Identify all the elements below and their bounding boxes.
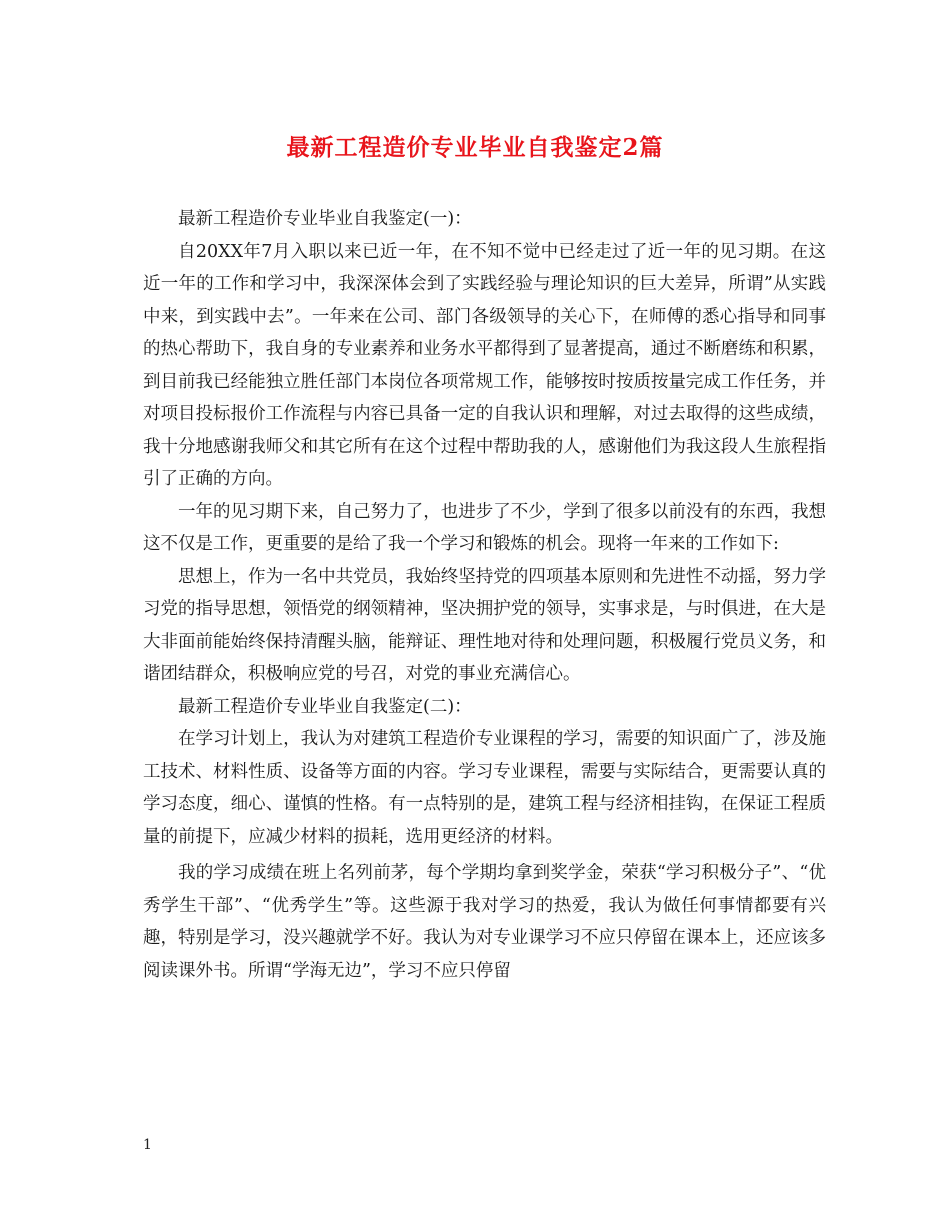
paragraph-grades: 我的学习成绩在班上名列前茅，每个学期均拿到奖学金，荣获“学习积极分子”、“优秀学生干部”、“优秀学生”等。这些源于我对学习的热爱，我认为做任何事情都要有兴趣，特别是学习，没兴趣就学不好。我认为对专业课学习不应只停留在课本上，还应该多阅读课外书。所谓“学海无边”，学习不应只停留 (143, 863, 826, 981)
document-body (143, 203, 826, 987)
paragraph-intro: 自20XX年7月入职以来已近一年，在不知不觉中已经走过了近一年的见习期。在这近一年的工作和学习中，我深深体会到了实践经验与理论知识的巨大差异，所谓”从实践中来，到实践中去”。一年来在公司、部门各级领导的关心下，在师傅的悉心指导和同事的热心帮助下，我自身的专业素养和业务水平都得到了显著提高，通过不断磨练和积累，到目前我已经能独立胜任部门本岗位各项常规工作，能够按时按质按量完成工作任务，并对项目投标报价工作流程与内容已具备一定的自我认识和理解，对过去取得的这些成绩，我十分地感谢我师父和其它所有在这个过程中帮助我的人，感谢他们为我这段人生旅程指引了正确的方向。 (143, 241, 826, 489)
section-heading-2: 最新工程造价专业毕业自我鉴定(二)： (178, 696, 472, 717)
document-title: 最新工程造价专业毕业自我鉴定2篇 (286, 134, 664, 161)
paragraph-internship: 一年的见习期下来，自己努力了，也进步了不少，学到了很多以前没有的东西，我想这不仅是工作，更重要的是给了我一个学习和锻炼的机会。现将一年来的工作如下: (143, 501, 826, 554)
section-heading-1: 最新工程造价专业毕业自我鉴定(一)： (178, 209, 472, 229)
paragraph-ideology: 思想上，作为一名中共党员，我始终坚持党的四项基本原则和先进性不动摇，努力学习党的指导思想，领悟党的纲领精神，坚决拥护党的领导，实事求是，与时俱进，在大是大非面前能始终保持清醒头脑，能辩证、理性地对待和处理问题，积极履行党员义务，和谐团结群众，积极响应党的号召，对党的事业充满信心。 (143, 566, 826, 684)
page-number: 1 (143, 1137, 152, 1153)
paragraph-study-plan: 在学习计划上，我认为对建筑工程造价专业课程的学习，需要的知识面广了，涉及施工技术、材料性质、设备等方面的内容。学习专业课程，需要与实际结合，更需要认真的学习态度，细心、谨慎的性格。有一点特别的是，建筑工程与经济相挂钩，在保证工程质量的前提下，应减少材料的损耗，选用更经济的材料。 (143, 729, 826, 847)
